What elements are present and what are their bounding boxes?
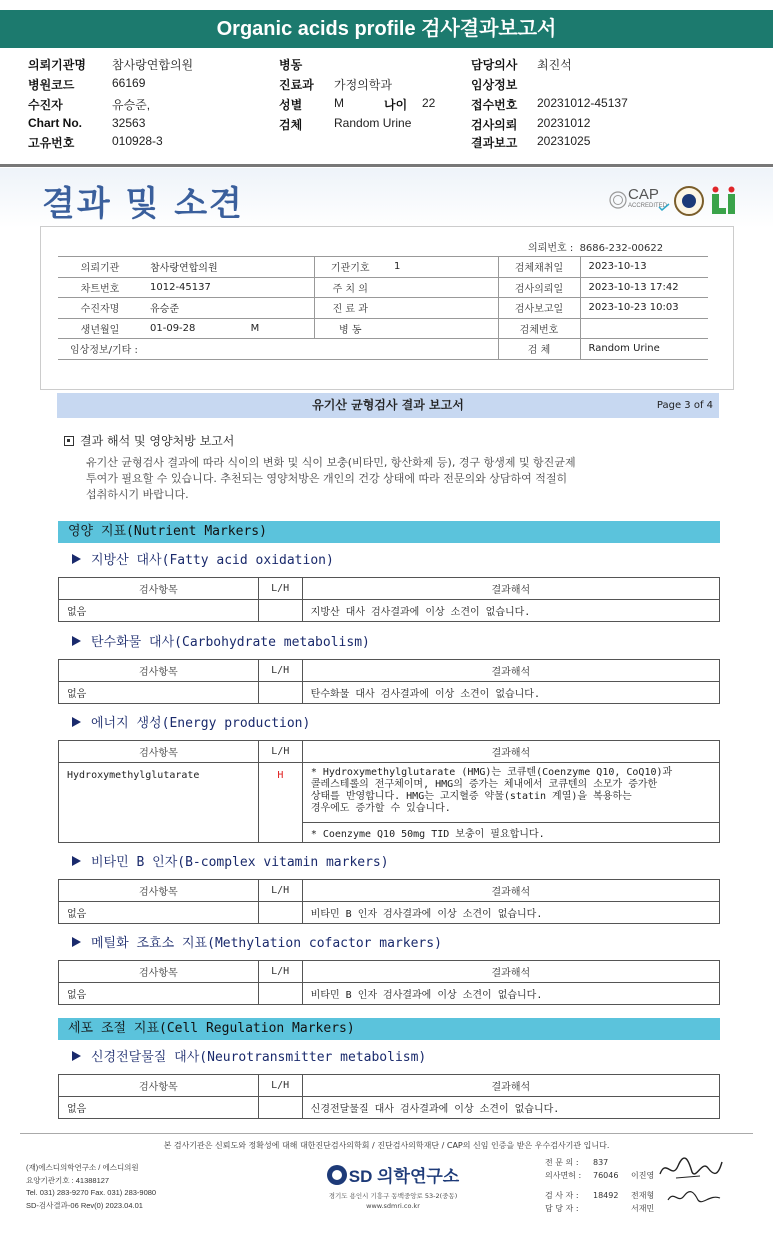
result-text: 지방산 대사 검사결과에 이상 소견이 없습니다. bbox=[302, 600, 719, 622]
header-value: 최진석 bbox=[537, 58, 572, 72]
table-row bbox=[59, 983, 720, 1005]
signer-row bbox=[545, 1190, 654, 1203]
result-table bbox=[58, 577, 720, 622]
info-value: 2023-10-13 17:42 bbox=[580, 277, 708, 298]
report-subtitle: 유기산 균형검사 결과 보고서 bbox=[312, 398, 464, 412]
result-text: 탄수화물 대사 검사결과에 이상 소견이 없습니다. bbox=[302, 682, 719, 704]
header-value: 20231012-45137 bbox=[537, 96, 628, 110]
category-band-cell-regulation bbox=[58, 1018, 720, 1040]
kslm-seal-icon bbox=[674, 186, 704, 216]
column-header: 검사항목 bbox=[59, 741, 259, 763]
category-title: 세포 조절 지표(Cell Regulation Markers) bbox=[68, 1021, 355, 1036]
header-label: 의뢰기관명 bbox=[28, 58, 86, 72]
cap-text: CAP bbox=[628, 186, 659, 203]
table-row bbox=[59, 1097, 720, 1119]
info-value bbox=[386, 318, 498, 339]
cap-logo bbox=[608, 186, 670, 218]
sd-lab-url: www.sdmri.co.kr bbox=[366, 1202, 420, 1210]
header-divider bbox=[0, 164, 773, 167]
info-key: 기관기호 bbox=[314, 257, 386, 278]
signer-role: 담 당 자 : bbox=[545, 1203, 579, 1213]
column-header: 결과해석 bbox=[302, 880, 719, 902]
request-number-label: 의뢰번호 : bbox=[528, 243, 574, 254]
sd-lab-logo bbox=[318, 1162, 468, 1222]
header-label: 결과보고 bbox=[471, 136, 518, 150]
header-label: 병원코드 bbox=[28, 78, 75, 92]
table-row bbox=[59, 880, 720, 902]
header-label: 병동 bbox=[279, 58, 303, 72]
interpretation-line: 섭취하시기 바랍니다. bbox=[86, 488, 189, 501]
result-flag bbox=[258, 600, 302, 622]
column-header: 결과해석 bbox=[302, 578, 719, 600]
info-key: 검체채취일 bbox=[498, 257, 580, 278]
footer-divider bbox=[20, 1133, 753, 1134]
header-label: 고유번호 bbox=[28, 136, 75, 150]
result-table bbox=[58, 1074, 720, 1119]
patient-header bbox=[0, 52, 773, 164]
header-value: M bbox=[334, 96, 344, 110]
signer-row bbox=[545, 1170, 654, 1183]
interpretation-line: 투여가 필요할 수 있습니다. 추천되는 영양처방은 개인의 건강 상태에 따라 전문의와 상담하여 적절히 bbox=[86, 472, 568, 485]
cap-emblem-icon bbox=[608, 190, 628, 210]
info-value: 2023-10-23 10:03 bbox=[580, 298, 708, 319]
info-key: 수진자명 bbox=[58, 298, 142, 319]
lab-info-line: SD-검사결과-06 Rev(0) 2023.04.01 bbox=[26, 1200, 143, 1210]
table-row bbox=[59, 682, 720, 704]
signer-role: 검 사 자 : bbox=[545, 1191, 579, 1200]
triangle-bullet-icon bbox=[72, 717, 81, 727]
column-header: 검사항목 bbox=[59, 961, 259, 983]
header-value: 32563 bbox=[112, 116, 146, 130]
table-row bbox=[59, 600, 720, 622]
subsection-title-text: 메틸화 조효소 지표(Methylation cofactor markers) bbox=[91, 936, 442, 951]
table-row bbox=[59, 660, 720, 682]
lmf-logo-icon bbox=[710, 186, 738, 216]
subsection-title bbox=[72, 549, 334, 568]
result-table bbox=[58, 659, 720, 704]
table-row bbox=[59, 578, 720, 600]
table-row bbox=[59, 902, 720, 924]
square-bullet-icon bbox=[64, 436, 74, 446]
info-value: 1012-45137 bbox=[142, 277, 314, 298]
header-label: 진료과 bbox=[279, 78, 314, 92]
result-text: 비타민 B 인자 검사결과에 이상 소견이 없습니다. bbox=[302, 983, 719, 1005]
header-value: 참사랑연합의원 bbox=[112, 58, 194, 72]
interpretation-heading bbox=[64, 432, 234, 449]
subsection-title bbox=[72, 712, 310, 731]
table-row bbox=[59, 1075, 720, 1097]
header-value: 20231012 bbox=[537, 116, 591, 130]
lab-info-line: (재)에스디의학연구소 / 에스디의원 bbox=[26, 1163, 139, 1172]
result-flag bbox=[258, 682, 302, 704]
result-line: 상태를 반영합니다. HMG는 고지혈증 약물(statin 계열)을 복용하는 bbox=[310, 791, 632, 802]
info-value bbox=[580, 318, 708, 339]
table-row bbox=[59, 741, 720, 763]
table-row bbox=[58, 339, 708, 360]
table-row bbox=[58, 257, 708, 278]
result-line: * Hydroxymethylglutarate (HMG)는 코큐텐(Coenzyme Q10, CoQ10)과 bbox=[310, 767, 673, 778]
info-value bbox=[314, 339, 498, 360]
signer-name: 이진영 bbox=[631, 1170, 655, 1180]
info-key: 검체번호 bbox=[498, 318, 580, 339]
sex-value: M bbox=[250, 322, 260, 334]
result-text bbox=[302, 763, 719, 823]
result-flag bbox=[258, 902, 302, 924]
result-text: 비타민 B 인자 검사결과에 이상 소견이 없습니다. bbox=[302, 902, 719, 924]
header-label: 임상정보 bbox=[471, 78, 518, 92]
header-label: 수진자 bbox=[28, 98, 63, 112]
subsection-title bbox=[72, 932, 442, 951]
result-item: Hydroxymethylglutarate bbox=[59, 763, 259, 843]
info-value: Random Urine bbox=[580, 339, 708, 360]
signers-block bbox=[545, 1157, 654, 1215]
lab-info-line: 요양기관기호 : 41388127 bbox=[26, 1175, 110, 1185]
table-row bbox=[59, 763, 720, 823]
interpretation-text bbox=[86, 455, 686, 503]
request-number-value: 8686-232-00622 bbox=[579, 243, 664, 254]
result-text: * Coenzyme Q10 50mg TID 보충이 필요합니다. bbox=[302, 823, 719, 843]
subsection-title-text: 에너지 생성(Energy production) bbox=[91, 716, 311, 731]
table-row bbox=[58, 298, 708, 319]
info-key: 검사보고일 bbox=[498, 298, 580, 319]
info-key: 진 료 과 bbox=[314, 298, 386, 319]
subsection-title bbox=[72, 851, 389, 870]
triangle-bullet-icon bbox=[72, 937, 81, 947]
info-value bbox=[142, 318, 314, 339]
column-header: 결과해석 bbox=[302, 1075, 719, 1097]
result-flag bbox=[258, 983, 302, 1005]
header-value: 22 bbox=[422, 96, 436, 110]
result-table bbox=[58, 879, 720, 924]
result-item: 없음 bbox=[59, 1097, 259, 1119]
signer-name: 서재민 bbox=[631, 1203, 655, 1213]
result-line: 경우에도 증가할 수 있습니다. bbox=[310, 803, 451, 814]
info-value: 참사랑연합의원 bbox=[142, 257, 314, 278]
subsection-title bbox=[72, 631, 370, 650]
signer-number: 76046 bbox=[593, 1170, 619, 1180]
info-key: 생년월일 bbox=[58, 318, 142, 339]
cap-subtext: ACCREDITED bbox=[628, 203, 668, 209]
header-value: Random Urine bbox=[334, 116, 412, 130]
header-label: 담당의사 bbox=[471, 58, 518, 72]
subsection-title bbox=[72, 1046, 426, 1065]
info-value: 유승준 bbox=[142, 298, 314, 319]
header-value: 유승준, bbox=[112, 98, 151, 112]
triangle-bullet-icon bbox=[72, 636, 81, 646]
column-header: L/H bbox=[258, 578, 302, 600]
column-header: 검사항목 bbox=[59, 660, 259, 682]
header-label: 성별 bbox=[279, 98, 303, 112]
column-header: L/H bbox=[258, 1075, 302, 1097]
signer-row bbox=[545, 1203, 654, 1216]
report-header-band bbox=[57, 393, 719, 418]
signer-number: 837 bbox=[593, 1158, 609, 1167]
patient-info-table bbox=[58, 256, 708, 360]
signer-role: 전 문 의 : bbox=[545, 1158, 579, 1167]
interpretation-heading-text: 결과 해석 및 영양처방 보고서 bbox=[80, 434, 235, 448]
check-icon bbox=[658, 203, 670, 211]
signer-role: 의사면허 : bbox=[545, 1170, 582, 1180]
column-header: 검사항목 bbox=[59, 1075, 259, 1097]
request-number bbox=[528, 239, 663, 254]
header-label: Chart No. bbox=[28, 116, 82, 130]
header-value: 가정의학과 bbox=[334, 78, 392, 92]
sd-lab-name: SD 의학연구소 bbox=[348, 1167, 460, 1186]
header-label: 접수번호 bbox=[471, 98, 518, 112]
result-item: 없음 bbox=[59, 600, 259, 622]
result-table bbox=[58, 740, 720, 843]
info-key: 검 체 bbox=[498, 339, 580, 360]
table-row bbox=[58, 277, 708, 298]
info-value: 2023-10-13 bbox=[580, 257, 708, 278]
header-label: 검체 bbox=[279, 118, 303, 132]
accreditation-note: 본 검사기관은 신뢰도와 정확성에 대해 대한진단검사의학회 / 진단검사의학재단 / CAP의 신임 인증을 받은 우수검사기관 입니다. bbox=[163, 1141, 610, 1150]
category-band-nutrient bbox=[58, 521, 720, 543]
result-item: 없음 bbox=[59, 682, 259, 704]
section-title: 결과 및 소견 bbox=[42, 184, 244, 224]
result-flag bbox=[258, 1097, 302, 1119]
accreditation-logos bbox=[608, 186, 738, 218]
signer-name: 전재형 bbox=[631, 1191, 655, 1200]
header-label: 나이 bbox=[384, 98, 408, 112]
result-item: 없음 bbox=[59, 902, 259, 924]
subsection-title-text: 지방산 대사(Fatty acid oxidation) bbox=[91, 553, 334, 568]
interpretation-line: 유기산 균형검사 결과에 따라 식이의 변화 및 식이 보충(비타민, 항산화제 등), 경구 항생제 및 항진균제 bbox=[86, 456, 576, 469]
report-title-bar: Organic acids profile 검사결과보고서 bbox=[0, 10, 773, 48]
result-text: 신경전달물질 대사 검사결과에 이상 소견이 없습니다. bbox=[302, 1097, 719, 1119]
column-header: 검사항목 bbox=[59, 578, 259, 600]
info-key: 임상정보/기타 : bbox=[58, 339, 314, 360]
info-value bbox=[386, 277, 498, 298]
category-title: 영양 지표(Nutrient Markers) bbox=[68, 524, 267, 539]
column-header: 결과해석 bbox=[302, 961, 719, 983]
header-value: 20231025 bbox=[537, 134, 591, 148]
header-value: 010928-3 bbox=[112, 134, 163, 148]
lab-info-line: Tel. 031) 283-9270 Fax. 031) 283-9080 bbox=[26, 1188, 157, 1197]
column-header: 결과해석 bbox=[302, 660, 719, 682]
signature-icon bbox=[656, 1154, 726, 1184]
signer-number: 18492 bbox=[593, 1191, 619, 1200]
header-value: 66169 bbox=[112, 76, 146, 90]
info-key: 의뢰기관 bbox=[58, 257, 142, 278]
triangle-bullet-icon bbox=[72, 1051, 81, 1061]
triangle-bullet-icon bbox=[72, 856, 81, 866]
column-header: 결과해석 bbox=[302, 741, 719, 763]
result-line: 콜레스테롤의 전구체이며, HMG의 증가는 체내에서 코큐텐의 소모가 증가한 bbox=[310, 779, 658, 790]
info-key: 병 동 bbox=[314, 318, 386, 339]
column-header: L/H bbox=[258, 880, 302, 902]
page-number: Page 3 of 4 bbox=[656, 400, 713, 411]
triangle-bullet-icon bbox=[72, 554, 81, 564]
header-label: 검사의뢰 bbox=[471, 118, 518, 132]
result-flag-high: H bbox=[258, 763, 302, 843]
birth-date: 01-09-28 bbox=[150, 322, 196, 334]
column-header: 검사항목 bbox=[59, 880, 259, 902]
sd-lab-address: 경기도 용인시 기흥구 동백중앙로 53-2(중동) bbox=[328, 1192, 458, 1200]
table-row bbox=[59, 961, 720, 983]
info-key: 차트번호 bbox=[58, 277, 142, 298]
table-row bbox=[58, 318, 708, 339]
subsection-title-text: 신경전달물질 대사(Neurotransmitter metabolism) bbox=[91, 1050, 427, 1065]
column-header: L/H bbox=[258, 961, 302, 983]
info-key: 검사의뢰일 bbox=[498, 277, 580, 298]
info-key: 주 치 의 bbox=[314, 277, 386, 298]
info-value: 1 bbox=[386, 257, 498, 278]
column-header: L/H bbox=[258, 660, 302, 682]
subsection-title-text: 탄수화물 대사(Carbohydrate metabolism) bbox=[91, 635, 370, 650]
result-table bbox=[58, 960, 720, 1005]
column-header: L/H bbox=[258, 741, 302, 763]
signer-row bbox=[545, 1157, 654, 1170]
sd-logo-icon bbox=[327, 1165, 347, 1185]
signature-icon bbox=[664, 1186, 724, 1208]
subsection-title-text: 비타민 B 인자(B-complex vitamin markers) bbox=[91, 855, 389, 870]
result-item: 없음 bbox=[59, 983, 259, 1005]
lab-contact-info bbox=[26, 1162, 156, 1212]
info-value bbox=[386, 298, 498, 319]
